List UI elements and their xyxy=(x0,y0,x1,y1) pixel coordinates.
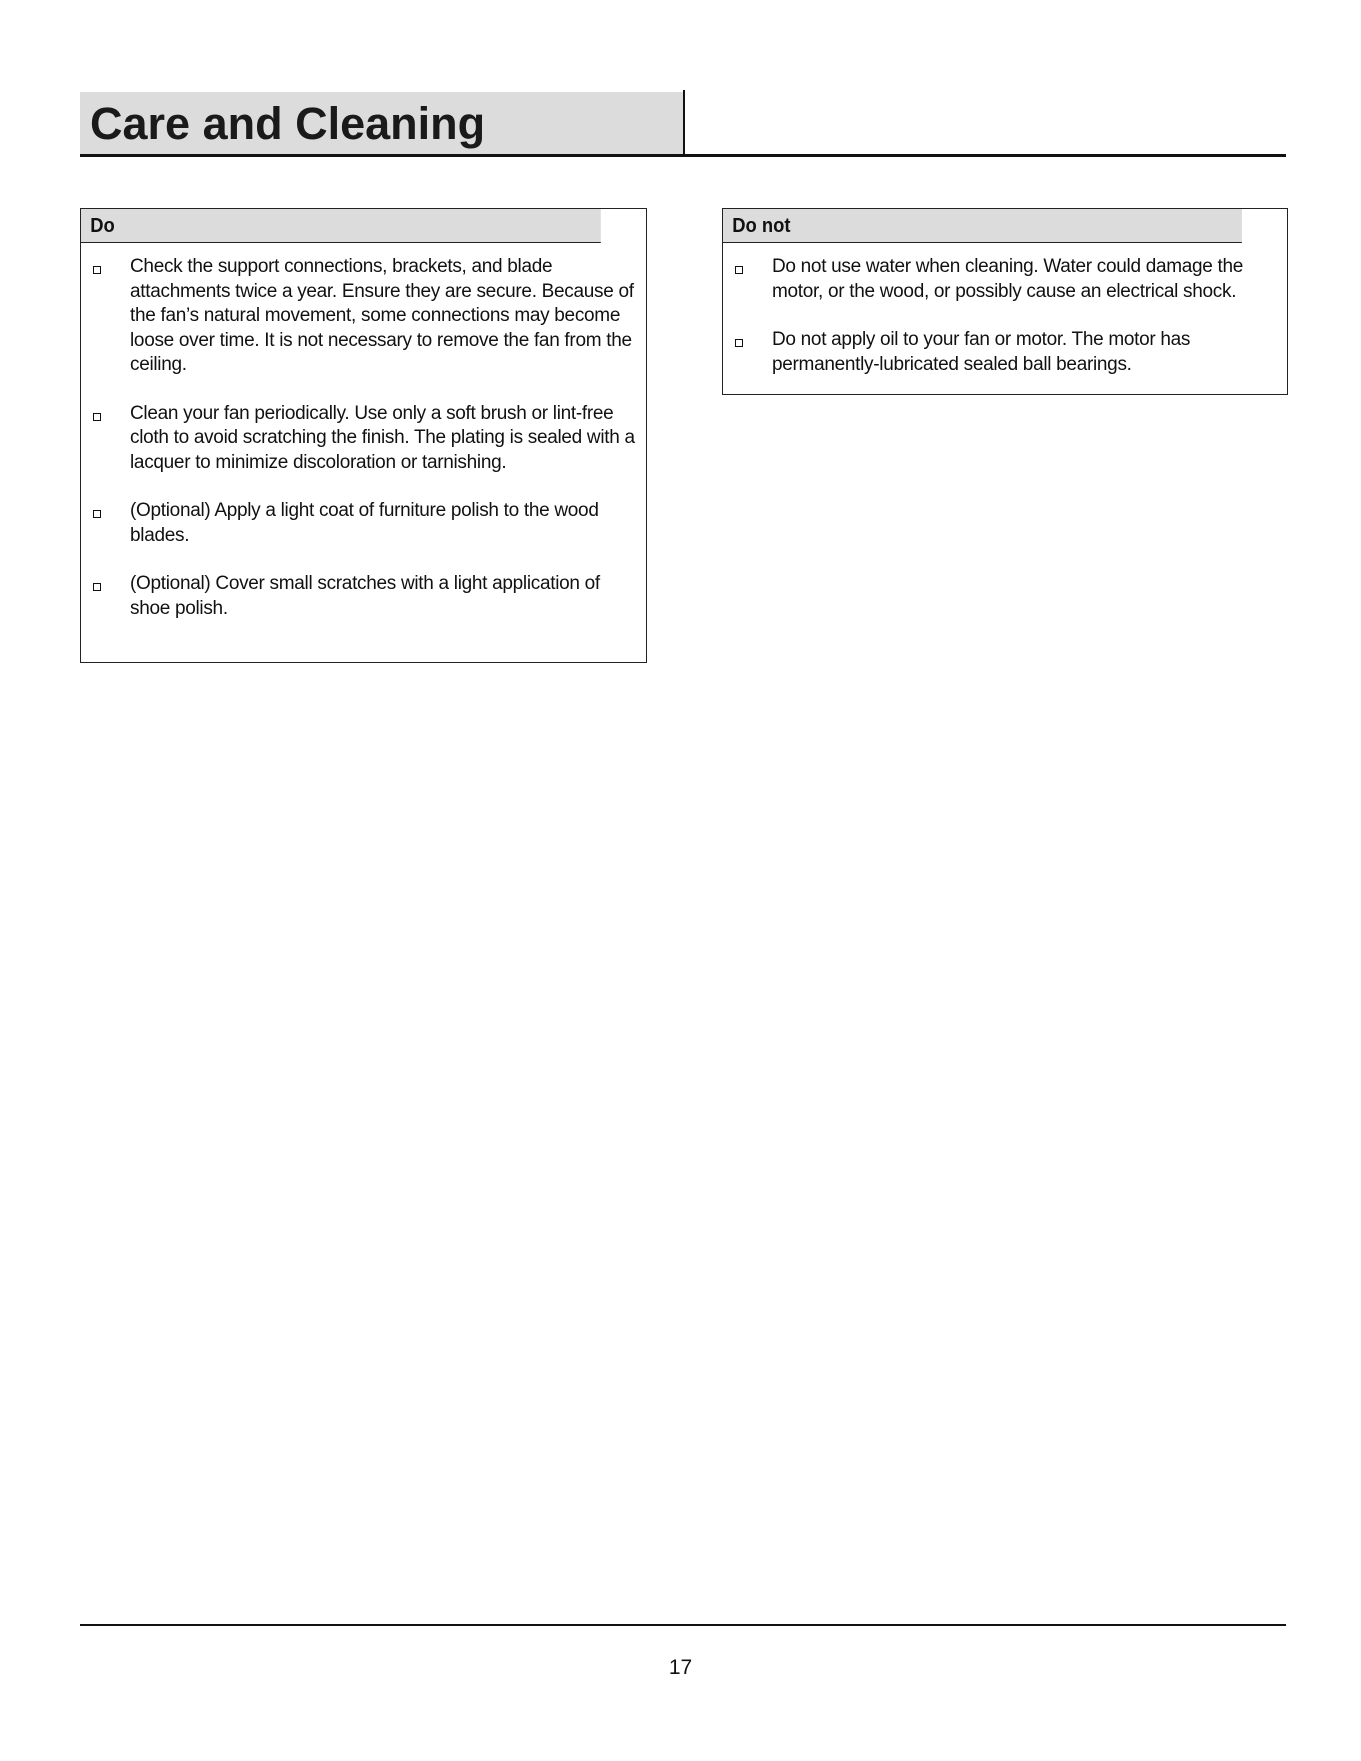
do-list-item xyxy=(81,572,636,621)
section-title-bar xyxy=(80,92,684,156)
footer-rule xyxy=(80,1624,1286,1626)
do-not-item-text: Do not apply oil to your fan or motor. The motor has permanently-lubricated sealed ball bearings. xyxy=(772,329,1191,375)
title-divider xyxy=(683,90,685,156)
do-list-item xyxy=(81,499,636,548)
page-number: 17 xyxy=(668,1656,693,1679)
checkbox-icon xyxy=(735,266,743,274)
do-not-item-text: Do not use water when cleaning. Water could damage the motor, or the wood, or possibly cause an electrical shock. xyxy=(772,256,1244,302)
checkbox-icon xyxy=(735,339,743,347)
checkbox-icon xyxy=(93,413,101,421)
checkbox-icon xyxy=(93,266,101,274)
do-item-text: Check the support connections, brackets, and blade attachments twice a year. Ensure they are secure. Because of the fan’s natural movement, some connections may become loose over time. It is not necessary to remove the fan from the ceiling. xyxy=(130,256,634,375)
do-not-box xyxy=(722,208,1288,395)
do-item-text: (Optional) Apply a light coat of furniture polish to the wood blades. xyxy=(130,500,599,546)
do-not-list-item xyxy=(723,328,1277,377)
page-title: Care and Cleaning xyxy=(90,98,486,149)
do-item-text: (Optional) Cover small scratches with a light application of shoe polish. xyxy=(130,573,600,619)
do-list xyxy=(81,243,646,621)
do-box xyxy=(80,208,647,663)
do-list-item xyxy=(81,255,636,378)
do-box-header: Do xyxy=(81,209,601,243)
do-not-list-item xyxy=(723,255,1277,304)
do-not-box-header: Do not xyxy=(723,209,1242,243)
do-item-text: Clean your fan periodically. Use only a soft brush or lint-free cloth to avoid scratching the finish. The plating is sealed with a lacquer to minimize discoloration or tarnishing. xyxy=(130,402,635,473)
do-not-list xyxy=(723,243,1287,377)
checkbox-icon xyxy=(93,510,101,518)
title-rule xyxy=(80,154,1286,157)
do-list-item xyxy=(81,402,636,476)
checkbox-icon xyxy=(93,583,101,591)
